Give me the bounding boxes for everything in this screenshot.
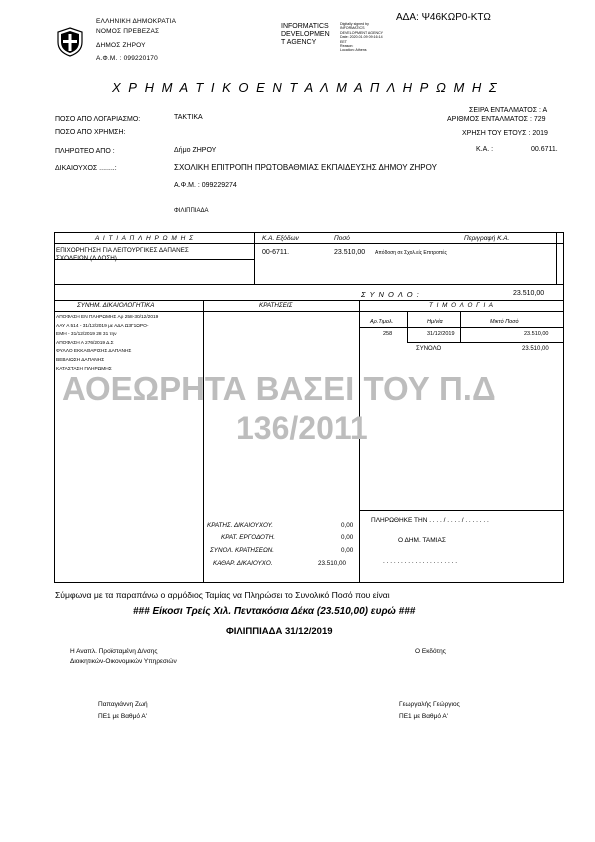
row-description: Απόδοση σε Σχολ.είς Επιτροπές — [375, 250, 447, 256]
beneficiary-afm: Α.Φ.Μ. : 099229274 — [174, 182, 237, 189]
invoice-date-header: Ημ/νία — [427, 319, 443, 325]
beneficiary-city: ΦΙΛΙΠΠΙΑΔΑ — [174, 208, 209, 214]
employer-deductions-label: ΚΡΑΤ. ΕΡΓΟΔΟΤΗ. — [221, 534, 276, 541]
col-header-ka: Κ.Α. Εξόδων — [262, 235, 299, 242]
attachment-item: ΒΕΒΑΙΩΣΗ ΔΑΠΑΝΗΣ — [56, 357, 105, 363]
treasurer-label: Ο ΔΗΜ. ΤΑΜΙΑΣ — [398, 537, 446, 544]
row-amount: 23.510,00 — [334, 249, 366, 256]
invoice-amount: 23.510,00 — [524, 331, 549, 337]
amount-in-words: ### Είκοσι Τρείς Χιλ. Πεντακόσια Δέκα (23.510,00) ευρώ ### — [133, 606, 416, 617]
right-signatory-name: Γεωργαλής Γεώργιος — [399, 701, 460, 708]
fiscal-year: ΧΡΗΣΗ ΤΟΥ ΕΤΟΥΣ : 2019 — [462, 130, 548, 137]
instruction-text: Σύμφωνα με τα παραπάνω ο αρμόδιος Ταμίας να Πληρώσει το Συνολικό Ποσό που είναι — [55, 590, 390, 600]
municipality: ΔΗΜΟΣ ΖΗΡΟΥ — [96, 42, 146, 49]
attachment-item: ΚΑΤΑΣΤΑΣΗ ΠΛΗΡΩΜΗΣ — [56, 366, 112, 372]
ada-code: ΑΔΑ: Ψ46ΚΩΡ0-ΚΤΩ — [396, 12, 491, 23]
ka-label: Κ.Α. : — [476, 146, 494, 153]
attachments-list — [56, 314, 158, 374]
right-signatory — [399, 699, 460, 723]
country-line1: ΕΛΛΗΝΙΚΗ ΔΗΜΟΚΡΑΤΙΑ — [96, 18, 177, 25]
attachment-item: ΑΠΟΦΑΣΗ ΕΝ ΠΛΗΡΩΜΗΣ Αρ 258-30/12/2019 — [56, 315, 159, 320]
beneficiary-deductions-value: 0,00 — [341, 522, 354, 529]
series: ΣΕΙΡΑ ΕΝΤΑΛΜΑΤΟΣ : Α — [469, 107, 548, 114]
total-deductions-label: ΣΥΝΟΛ. ΚΡΑΤΗΣΕΩΝ. — [210, 547, 275, 554]
right-signatory-grade: ΠΕ1 με Βαθμό Α' — [399, 713, 448, 720]
invoice-total-label: ΣΥΝΟΛΟ — [416, 346, 442, 352]
watermark-line2: 136/2011 — [236, 410, 368, 446]
beneficiary-value: ΣΧΟΛΙΚΗ ΕΠΙΤΡΟΠΗ ΠΡΩΤΟΒΑΘΜΙΑΣ ΕΚΠΑΙΔΕΥΣΗΣ ΔΗΜΟΥ ΖΗΡΟΥ — [174, 163, 437, 172]
agency-name: INFORMATICS DEVELOPMEN T AGENCY — [281, 23, 330, 46]
fiscal-source-label: ΠΟΣΟ ΑΠΟ ΧΡΗΜΣΗ: — [55, 129, 126, 136]
invoice-no-header: Αρ.Τιμολ. — [370, 319, 394, 325]
attachment-item: ΑΠΟΦΑΣΗ Α 276/2019 Δ.Σ — [56, 340, 114, 346]
net-amount-label: ΚΑΘΑΡ. ΔΙΚΑΙΟΥΧΟ. — [213, 560, 273, 567]
invoice-total-value: 23.510,00 — [522, 346, 549, 352]
total-value: 23.510,00 — [513, 290, 545, 297]
invoices-header: Τ Ι Μ Ο Λ Ο Γ Ι Α — [429, 302, 494, 309]
attachment-item: ΑΑΥ Α 514 - 31/12/2019 με ΑΔΑ Ω3Γ1ΩΡΟ- — [56, 323, 149, 329]
document-title: Χ Ρ Η Μ Α Τ Ι Κ Ο Ε Ν Τ Α Λ Μ Α Π Λ Η Ρ Ω Μ Η Σ — [112, 80, 499, 95]
treasurer-signature-line: . . . . . . . . . . . . . . . . . . . . . — [383, 558, 458, 565]
right-signatory-role: Ο Εκδότης — [415, 648, 446, 655]
left-signatory-role: Η Αναπλ. Προϊσταμένη Δ/νσης Διοικητικών-Οικονομικών Υπηρεσιών — [70, 648, 177, 665]
total-deductions-value: 0,00 — [341, 547, 354, 554]
left-signatory — [98, 699, 148, 723]
attachment-item: ΕΜΗ - 31/12/2019 28 31 την — [56, 332, 117, 338]
paid-on-field: ΠΛΗΡΩΘΗΚΕ ΤΗΝ . . . . / . . . . / . . . . . . . — [371, 517, 489, 524]
digital-signature-details: Digitally signed by INFORMATICS DEVELOPMENT AGENCY Date: 2020.01.09 09:16:14 EET Reason: Location: Athens — [340, 22, 384, 53]
ka-value: 00.6711. — [531, 146, 558, 153]
watermark-line1: ΑΟΕΩΡΗΤΑ ΒΑΣΕΙ ΤΟΥ Π.Δ — [62, 370, 496, 407]
invoice-date: 31/12/2019 — [427, 331, 455, 337]
payable-from-label: ΠΛΗΡΩΤΕΟ ΑΠΟ : — [55, 148, 115, 155]
beneficiary-deductions-label: ΚΡΑΤΗΣ. ΔΙΚΑΙΟΥΧΟΥ. — [207, 522, 273, 529]
payment-reason: ΕΠΙΧΟΡΗΓΗΣΗ ΓΙΑ ΛΕΙΤΟΥΡΓΙΚΕΣ ΔΑΠΑΝΕΣ ΣΧΟΛΕΙΩΝ (Δ ΔΟΣΗ) — [56, 247, 189, 262]
col-header-amount: Ποσό — [334, 235, 350, 242]
place-and-date: ΦΙΛΙΠΠΙΑΔΑ 31/12/2019 — [226, 626, 333, 637]
col-header-reason: Α Ι Τ Ι Α Π Λ Η Ρ Ω Μ Η Σ — [95, 235, 194, 242]
attachment-item: ΦΥΛΛΟ ΕΚΚΑΘΑΡΙΣΗΣ ΔΑΠΑΝΗΣ — [56, 349, 132, 355]
invoice-amount-header: Μικτό Ποσό — [490, 319, 519, 325]
warrant-number: ΑΡΙΘΜΟΣ ΕΝΤΑΛΜΑΤΟΣ : 729 — [447, 116, 546, 123]
row-ka: 00-6711. — [262, 249, 290, 256]
attachments-header: ΣΥΝΗΜ. ΔΙΚΑΙΟΛΟΓΗΤΙΚΑ — [77, 302, 155, 309]
beneficiary-label: ΔΙΚΑΙΟΥΧΟΣ ........: — [55, 165, 117, 172]
employer-deductions-value: 0,00 — [341, 534, 354, 541]
col-header-description: Περιγραφή Κ.Α. — [464, 235, 510, 242]
greek-emblem-icon — [55, 27, 85, 57]
payable-from-value: Δήμο ΖΗΡΟΥ — [174, 147, 217, 154]
left-signatory-grade: ΠΕ1 με Βαθμό Α' — [98, 713, 147, 720]
issuer-afm: Α.Φ.Μ. : 099220170 — [96, 55, 158, 62]
total-label: Σ Υ Ν Ο Λ Ο : — [361, 290, 420, 299]
invoice-no: 258 — [383, 331, 393, 337]
left-signatory-name: Παπαγιάννη Ζωή — [98, 701, 148, 708]
account-label: ΠΟΣΟ ΑΠΟ ΛΟΓΑΡΙΑΣΜΟ: — [55, 116, 141, 123]
net-amount-value: 23.510,00 — [318, 560, 347, 567]
account-value: ΤΑΚΤΙΚΑ — [174, 114, 203, 121]
country-line2: ΝΟΜΟΣ ΠΡΕΒΕΖΑΣ — [96, 28, 160, 35]
deductions-header: ΚΡΑΤΗΣΕΙΣ — [259, 302, 293, 309]
